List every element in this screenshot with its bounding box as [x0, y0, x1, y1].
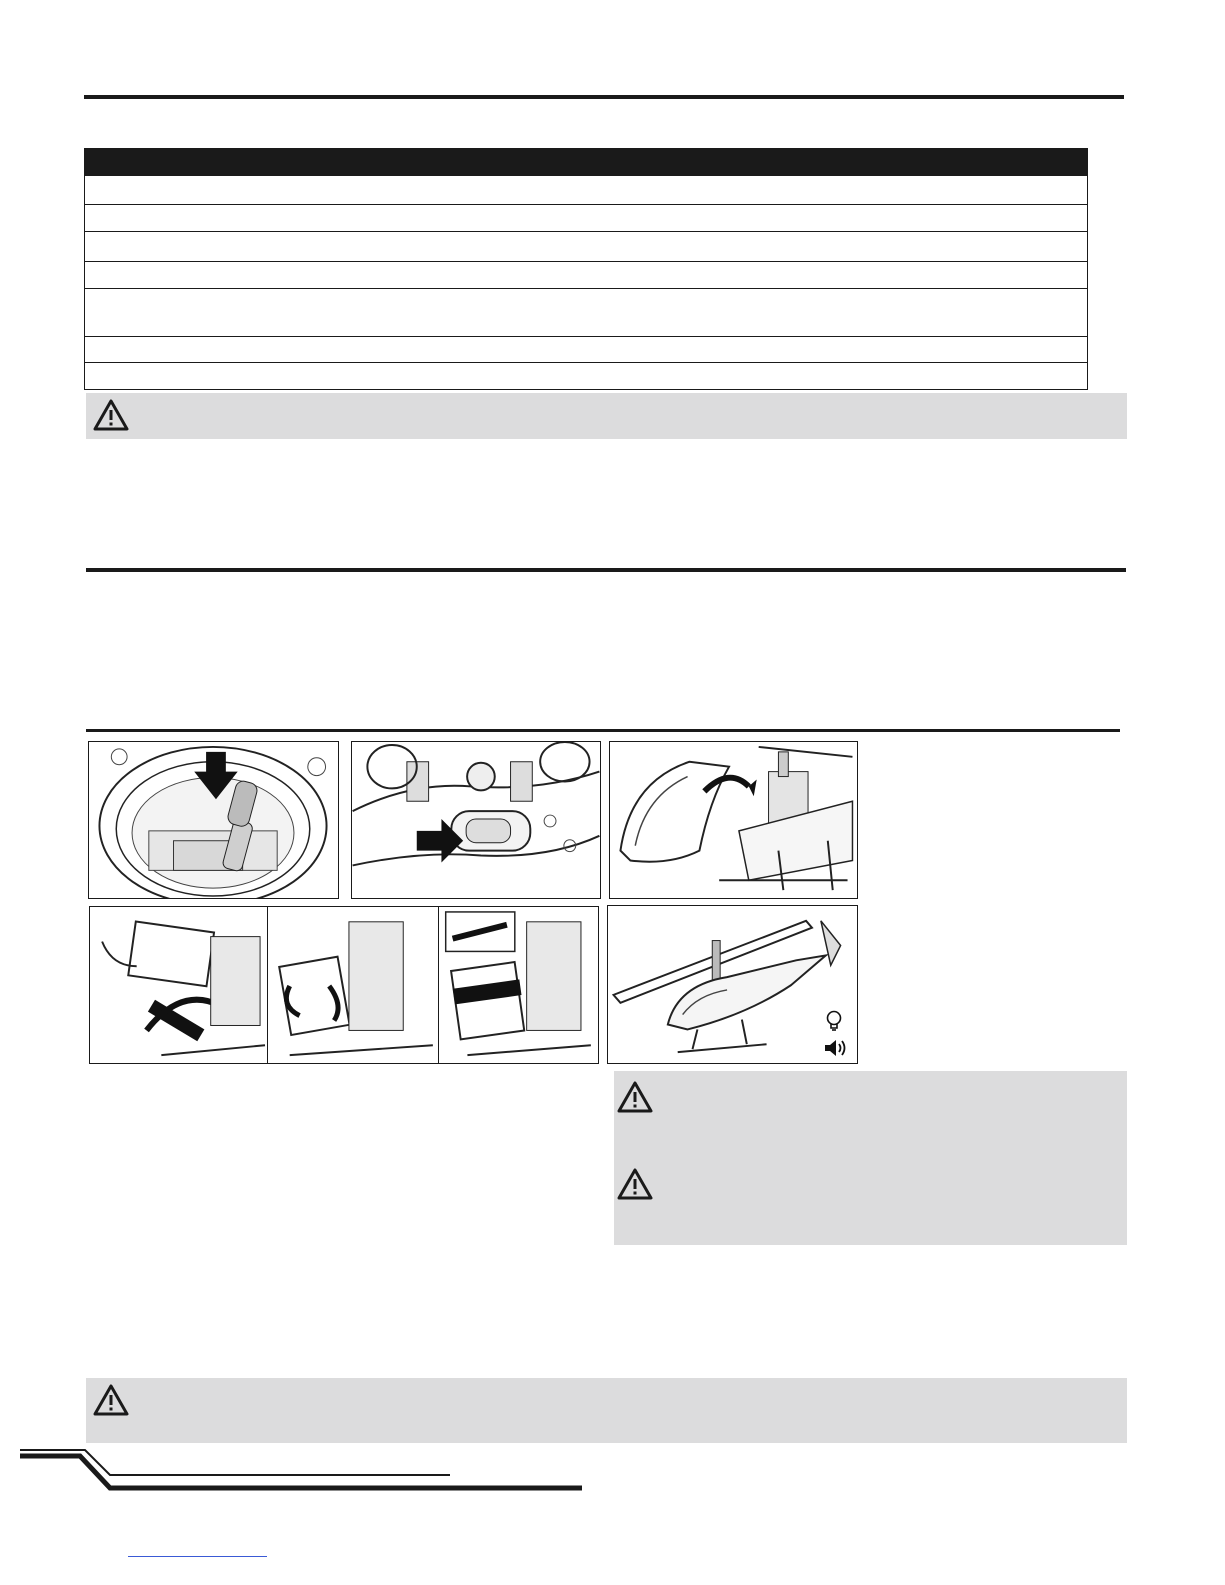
warning-triangle-icon	[92, 398, 130, 432]
spec-table	[84, 148, 1088, 390]
section-rule-1	[86, 568, 1126, 572]
footer-link-underline[interactable]	[128, 1556, 267, 1557]
figure-remove-canopy	[609, 741, 858, 899]
table-row	[85, 204, 1087, 231]
warning-bar-bottom	[86, 1378, 1127, 1443]
warning-box-right	[614, 1071, 1127, 1245]
warning-bar-top	[86, 393, 1127, 439]
header-rule	[84, 95, 1124, 99]
table-row	[85, 231, 1087, 261]
warning-triangle-icon	[92, 1383, 130, 1417]
figure-throttle-stick-down	[88, 741, 339, 899]
warning-triangle-icon	[616, 1167, 654, 1201]
table-row	[85, 362, 1087, 389]
spec-table-header	[85, 148, 1087, 176]
light-bulb-icon	[825, 1010, 843, 1032]
figure-transmitter-power-on	[351, 741, 601, 899]
table-row	[85, 261, 1087, 288]
speaker-icon	[823, 1038, 849, 1058]
table-row	[85, 288, 1087, 336]
table-row	[85, 176, 1087, 204]
figure-helicopter-ready	[607, 905, 858, 1064]
panel-divider	[267, 907, 268, 1064]
panel-divider	[438, 907, 439, 1064]
figure-install-battery	[89, 906, 599, 1064]
section-rule-2	[86, 729, 1120, 732]
footer-decoration	[0, 1440, 600, 1500]
table-row	[85, 336, 1087, 362]
warning-triangle-icon	[616, 1080, 654, 1114]
